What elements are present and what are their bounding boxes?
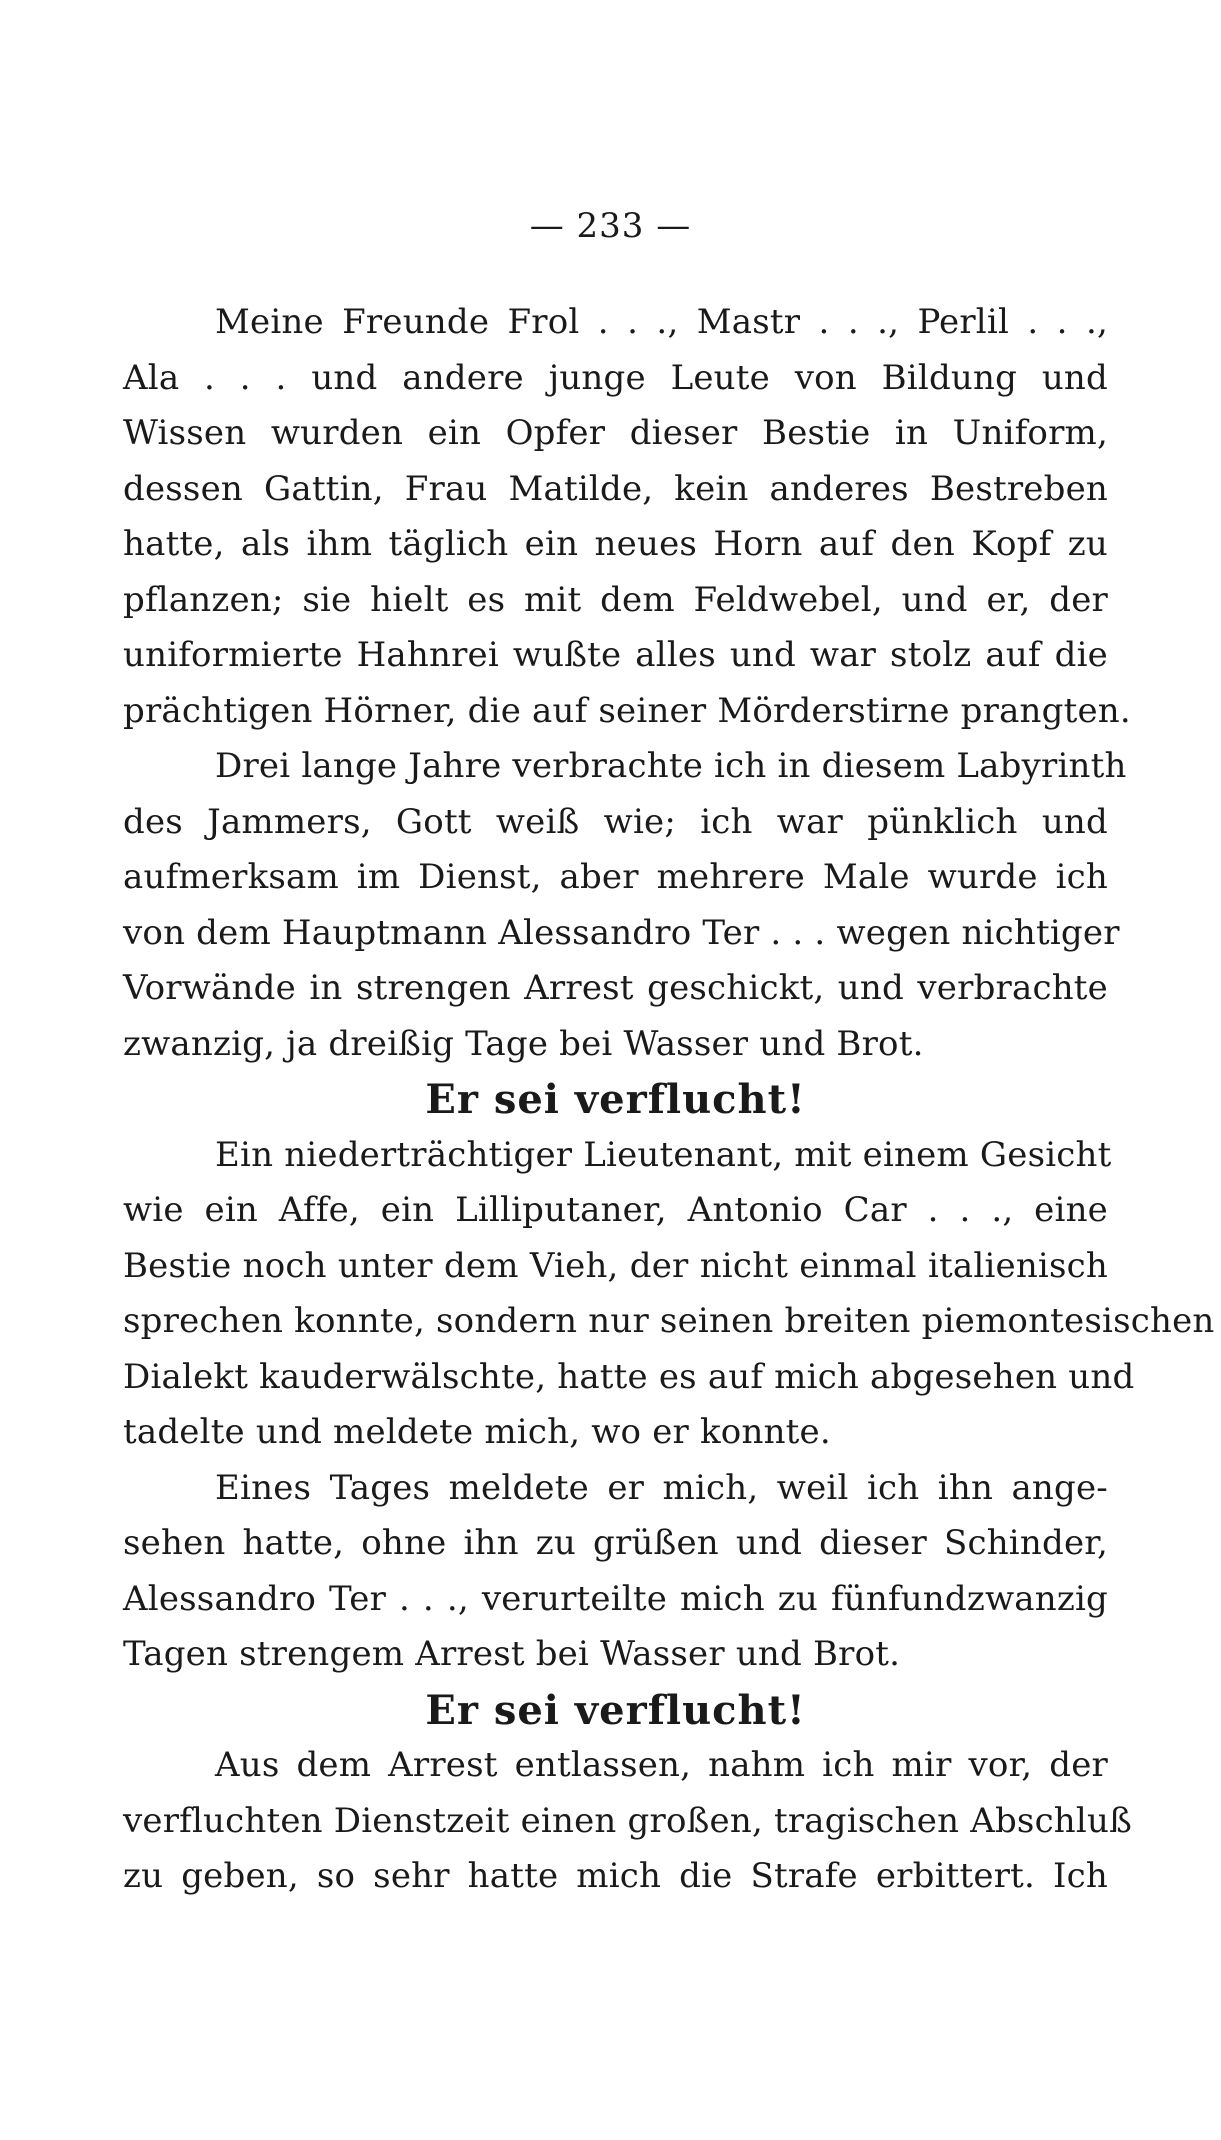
section-heading: Er sei verflucht! bbox=[425, 1686, 806, 1734]
text-line: dessen Gattin, Frau Matilde, kein anderes Bestreben bbox=[123, 468, 1108, 509]
text-line: wie ein Affe, ein Lilliputaner, Antonio Car . . ., eine bbox=[123, 1190, 1108, 1230]
paragraph bbox=[123, 1461, 1108, 1683]
text-line: verfluchten Dienstzeit einen großen, tragischen Abschluß bbox=[123, 1800, 1132, 1841]
text-line: sehen hatte, ohne ihn zu grüßen und dieser Schinder, bbox=[123, 1523, 1108, 1563]
text-line: Alessandro Ter . . ., verurteilte mich zu fünfundzwanzig bbox=[123, 1578, 1108, 1619]
text-line: Dialekt kauderwälschte, hatte es auf mich abgesehen und bbox=[123, 1356, 1135, 1397]
text-line: tadelte und meldete mich, wo er konnte. bbox=[123, 1412, 831, 1452]
paragraph bbox=[123, 1738, 1132, 1905]
text-line: prächtigen Hörner, die auf seiner Mörderstirne prangten. bbox=[123, 690, 1131, 731]
text-line: Aus dem Arrest entlassen, nahm ich mir vor, der bbox=[215, 1745, 1108, 1785]
text-line: von dem Hauptmann Alessandro Ter . . . wegen nichtiger bbox=[123, 912, 1120, 953]
text-line: des Jammers, Gott weiß wie; ich war pünklich und bbox=[123, 801, 1108, 842]
text-line: Ala . . . und andere junge Leute von Bildung und bbox=[123, 357, 1108, 398]
text-line: pflanzen; sie hielt es mit dem Feldwebel, und er, der bbox=[123, 579, 1108, 620]
text-line: Vorwände in strengen Arrest geschickt, und verbrachte bbox=[123, 968, 1108, 1008]
text-line: Meine Freunde Frol . . ., Mastr . . ., Perlil . . ., bbox=[215, 302, 1108, 342]
paragraph bbox=[123, 739, 1127, 1072]
text-line: Ein niederträchtiger Lieutenant, mit einem Gesicht bbox=[215, 1134, 1112, 1175]
text-line: uniformierte Hahnrei wußte alles und war stolz auf die bbox=[123, 635, 1108, 675]
paragraph bbox=[123, 295, 1131, 739]
page-number: — 233 — bbox=[529, 206, 692, 246]
text-line: Eines Tages meldete er mich, weil ich ihn ange- bbox=[215, 1467, 1108, 1508]
text-line: Drei lange Jahre verbrachte ich in diesem Labyrinth bbox=[215, 746, 1127, 786]
section-heading: Er sei verflucht! bbox=[425, 1076, 806, 1123]
text-line: sprechen konnte, sondern nur seinen breiten piemontesischen bbox=[123, 1301, 1215, 1341]
text-line: zwanzig, ja dreißig Tage bei Wasser und Brot. bbox=[123, 1023, 924, 1064]
text-line: Tagen strengem Arrest bei Wasser und Brot. bbox=[123, 1634, 901, 1674]
text-line: hatte, als ihm täglich ein neues Horn auf den Kopf zu bbox=[123, 524, 1108, 564]
body-text bbox=[123, 295, 1215, 1905]
paragraph bbox=[123, 1128, 1215, 1461]
text-line: zu geben, so sehr hatte mich die Strafe erbittert. Ich bbox=[123, 1856, 1108, 1896]
text-line: Bestie noch unter dem Vieh, der nicht einmal italienisch bbox=[123, 1245, 1108, 1286]
text-line: aufmerksam im Dienst, aber mehrere Male wurde ich bbox=[123, 857, 1108, 897]
text-line: Wissen wurden ein Opfer dieser Bestie in Uniform, bbox=[123, 413, 1108, 453]
